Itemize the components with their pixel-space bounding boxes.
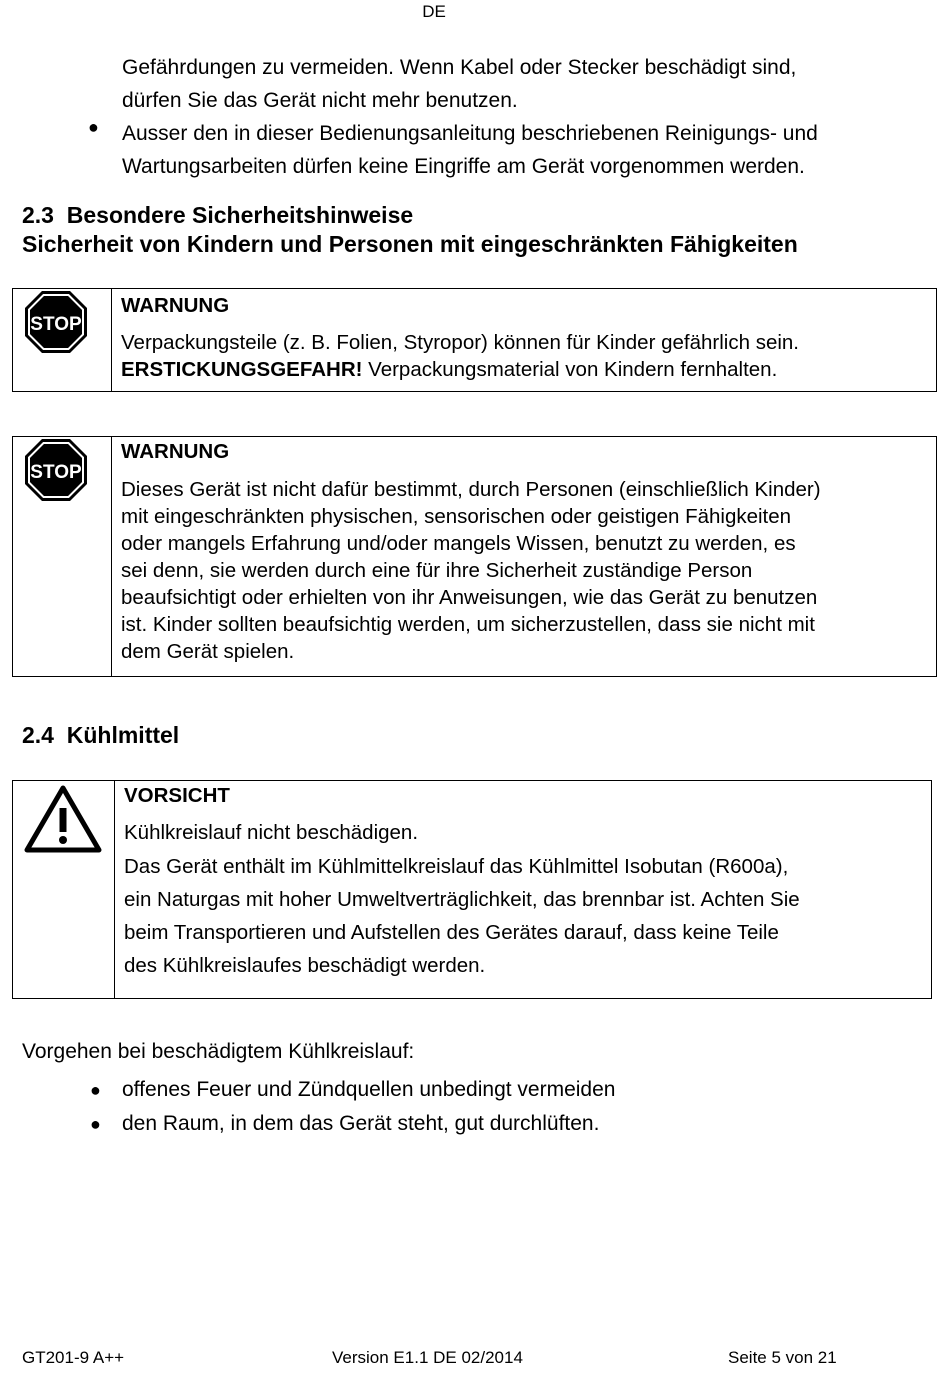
stop-sign-label: STOP	[30, 462, 82, 483]
warning-icon-cell	[13, 437, 112, 676]
stop-sign-icon	[23, 289, 89, 355]
warning-emphasis: ERSTICKUNGSGEFAHR!	[121, 358, 363, 381]
caution-text-line: ein Naturgas mit hoher Umweltverträglichkeit, das brennbar ist. Achten Sie	[124, 888, 800, 911]
footer-model: GT201-9 A++	[22, 1348, 125, 1367]
stop-sign-icon	[23, 437, 89, 503]
warning-text-line: Dieses Gerät ist nicht dafür bestimmt, durch Personen (einschließlich Kinder)	[121, 478, 821, 501]
warning-text-line: oder mangels Erfahrung und/oder mangels Wissen, benutzt zu werden, es	[121, 532, 796, 555]
warning-paragraph	[121, 476, 933, 665]
list-item-text: den Raum, in dem das Gerät steht, gut durchlüften.	[122, 1112, 600, 1135]
warning-text-line: sei denn, sie werden durch eine für ihre Sicherheit zuständige Person	[121, 559, 753, 582]
intro-bullet	[122, 117, 932, 183]
warning-box-persons	[12, 436, 937, 677]
bullet-dot: ●	[90, 1114, 101, 1134]
caution-paragraph	[124, 850, 924, 982]
warning-text-rest: Verpackungsmaterial von Kindern fernhalten.	[362, 358, 778, 381]
procedure-intro-text: Vorgehen bei beschädigtem Kühlkreislauf:	[22, 1040, 415, 1063]
list-item	[22, 1107, 902, 1141]
caution-title: VORSICHT	[124, 784, 230, 807]
warning-text-line: beaufsichtigt oder erhielten von ihr Anweisungen, wie das Gerät zu benutzen	[121, 586, 818, 609]
warning-text-line: mit eingeschränkten physischen, sensorischen oder geistigen Fähigkeiten	[121, 505, 792, 528]
procedure-list	[22, 1073, 902, 1141]
caution-icon-cell	[13, 781, 115, 998]
warning-title: WARNUNG	[121, 294, 230, 317]
language-label: DE	[422, 2, 446, 21]
intro-line: Gefährdungen zu vermeiden. Wenn Kabel oder Stecker beschädigt sind,	[122, 56, 797, 79]
list-item	[22, 1073, 902, 1107]
caution-content	[124, 782, 924, 982]
footer-version: Version E1.1 DE 02/2014	[332, 1348, 523, 1367]
procedure-intro	[22, 1035, 414, 1068]
stop-sign-label: STOP	[30, 314, 82, 335]
warning-triangle-icon	[23, 784, 103, 854]
section-title: 2.4 Kühlmittel	[22, 722, 180, 748]
warning-title: WARNUNG	[121, 440, 230, 463]
footer-page-number: Seite 5 von 21	[728, 1348, 837, 1367]
bullet-dot: ●	[88, 117, 99, 137]
warning-icon-cell	[13, 289, 112, 391]
intro-line: dürfen Sie das Gerät nicht mehr benutzen.	[122, 89, 518, 112]
caution-box-refrigerant	[12, 780, 932, 999]
warning-text-line: dem Gerät spielen.	[121, 640, 295, 663]
warning-content	[121, 438, 933, 665]
caution-text-line: Das Gerät enthält im Kühlmittelkreislauf das Kühlmittel Isobutan (R600a),	[124, 855, 789, 878]
warning-box-packaging	[12, 288, 937, 392]
section-heading-2-4	[22, 722, 179, 749]
bullet-dot: ●	[90, 1080, 101, 1100]
caution-text: Kühlkreislauf nicht beschädigen.	[124, 821, 419, 844]
subheading-text: Sicherheit von Kindern und Personen mit eingeschränkten Fähigkeiten	[22, 231, 798, 257]
intro-continuation	[122, 51, 922, 117]
warning-text: Verpackungsteile (z. B. Folien, Styropor) können für Kinder gefährlich sein.	[121, 331, 799, 354]
warning-text-line: ist. Kinder sollten beaufsichtig werden, um sicherzustellen, dass sie nicht mit	[121, 613, 815, 636]
intro-bullet-line: Wartungsarbeiten dürfen keine Eingriffe am Gerät vorgenommen werden.	[122, 155, 805, 178]
caution-text-line: beim Transportieren und Aufstellen des Gerätes darauf, dass keine Teile	[124, 921, 779, 944]
section-title: 2.3 Besondere Sicherheitshinweise	[22, 202, 414, 228]
warning-text-line2	[121, 356, 933, 383]
list-item-text: offenes Feuer und Zündquellen unbedingt vermeiden	[122, 1078, 616, 1101]
intro-bullet-line: Ausser den in dieser Bedienungsanleitung beschriebenen Reinigungs- und	[122, 122, 818, 145]
warning-content	[121, 292, 933, 383]
section-heading-2-3	[22, 202, 413, 229]
caution-text-line: des Kühlkreislaufes beschädigt werden.	[124, 954, 486, 977]
section-subheading	[22, 231, 798, 258]
